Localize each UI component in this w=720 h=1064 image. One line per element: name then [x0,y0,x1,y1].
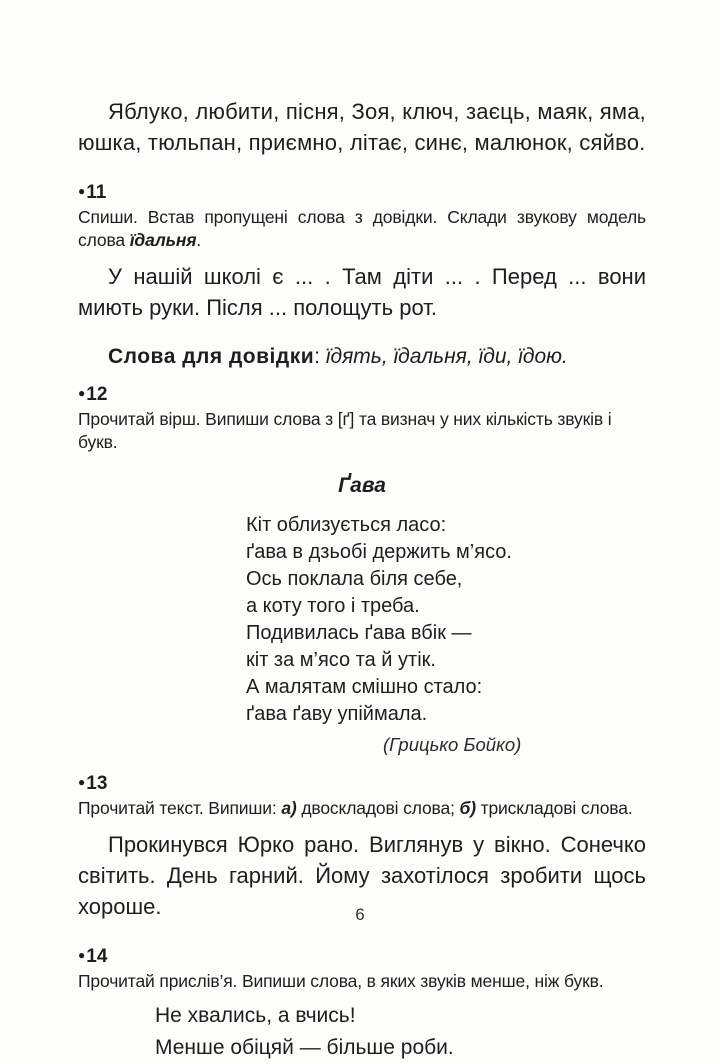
reference-words: їдять, їдальня, їди, їдою. [319,345,568,368]
instruction-text: трискладові слова. [475,798,633,818]
exercise-11-number: 11 [86,182,107,203]
exercise-bullet-icon: ● [78,775,86,789]
poem-line: А малятам смішно стало: [246,676,483,698]
exercise-bullet-icon: ● [78,948,86,962]
exercise-14-instruction: Прочитай прислів’я. Випиши слова, в яких звуків менше, ніж букв. [78,971,604,991]
exercise-13-instruction [78,797,646,820]
instruction-text: . [196,230,202,250]
exercise-13-header [78,771,646,796]
poem-line: кіт за м’ясо та й утік. [246,649,436,671]
exercise-12-instruction: Прочитай вірш. Випиши слова з [ґ] та визнач у них кількість звуків і букв. [78,409,612,452]
list-marker-b: б) [459,798,476,818]
poem-author: (Грицько Бойко) [383,734,522,755]
exercise-14-number: 14 [86,946,108,967]
poem-line: Ось поклала біля себе, [246,568,463,590]
exercise-13-text: Прокинувся Юрко рано. Виглянув у вікно. Сонечко світить. День гарний. Йому захотілося зробити щось хороше. [78,832,646,919]
instruction-text: двоскладові слова; [296,798,460,818]
exercise-11-header [78,180,646,205]
proverb-line: Не хвались, а вчись! [155,1004,356,1027]
exercise-11-instruction [78,206,646,252]
instruction-text: Прочитай текст. Випиши: [78,798,282,818]
exercise-11-text: У нашій школі є ... . Там діти ... . Перед ... вони миють руки. Після ... полощуть рот. [78,264,646,320]
reference-colon: : [314,345,320,368]
page-number: 6 [355,905,365,924]
reference-words-line [78,345,646,369]
proverb-block [155,1000,646,1064]
exercise-bullet-icon: ● [78,386,86,400]
exercise-12-header [78,382,646,407]
reference-label: Слова для довідки [108,345,315,368]
proverb-line: Менше обіцяй — більше роби. [155,1036,454,1059]
poem-line: а коту того і треба. [246,595,420,617]
poem-line: Подивилась ґава вбік — [246,622,472,644]
list-marker-a: а) [281,798,297,818]
poem-line: Кіт облизується ласо: [246,514,447,536]
highlighted-word: їдальня [129,230,197,250]
instruction-text: Спиши. Встав пропущені слова з довідки. Склади звукову модель слова [78,207,646,250]
poem-line: ґава ґаву упіймала. [246,703,428,725]
poem [246,512,646,758]
exercise-13-number: 13 [86,773,108,794]
exercise-bullet-icon: ● [78,184,86,198]
word-list-paragraph: Яблуко, любити, пісня, Зоя, ключ, заєць, маяк, яма, юшка, тюльпан, приємно, літає, синє, малюнок, сяйво. [78,99,646,155]
poem-title: Ґава [338,474,386,497]
exercise-12-number: 12 [86,384,108,405]
exercise-14-header [78,944,646,969]
poem-line: ґава в дзьобі держить м’ясо. [246,541,512,563]
